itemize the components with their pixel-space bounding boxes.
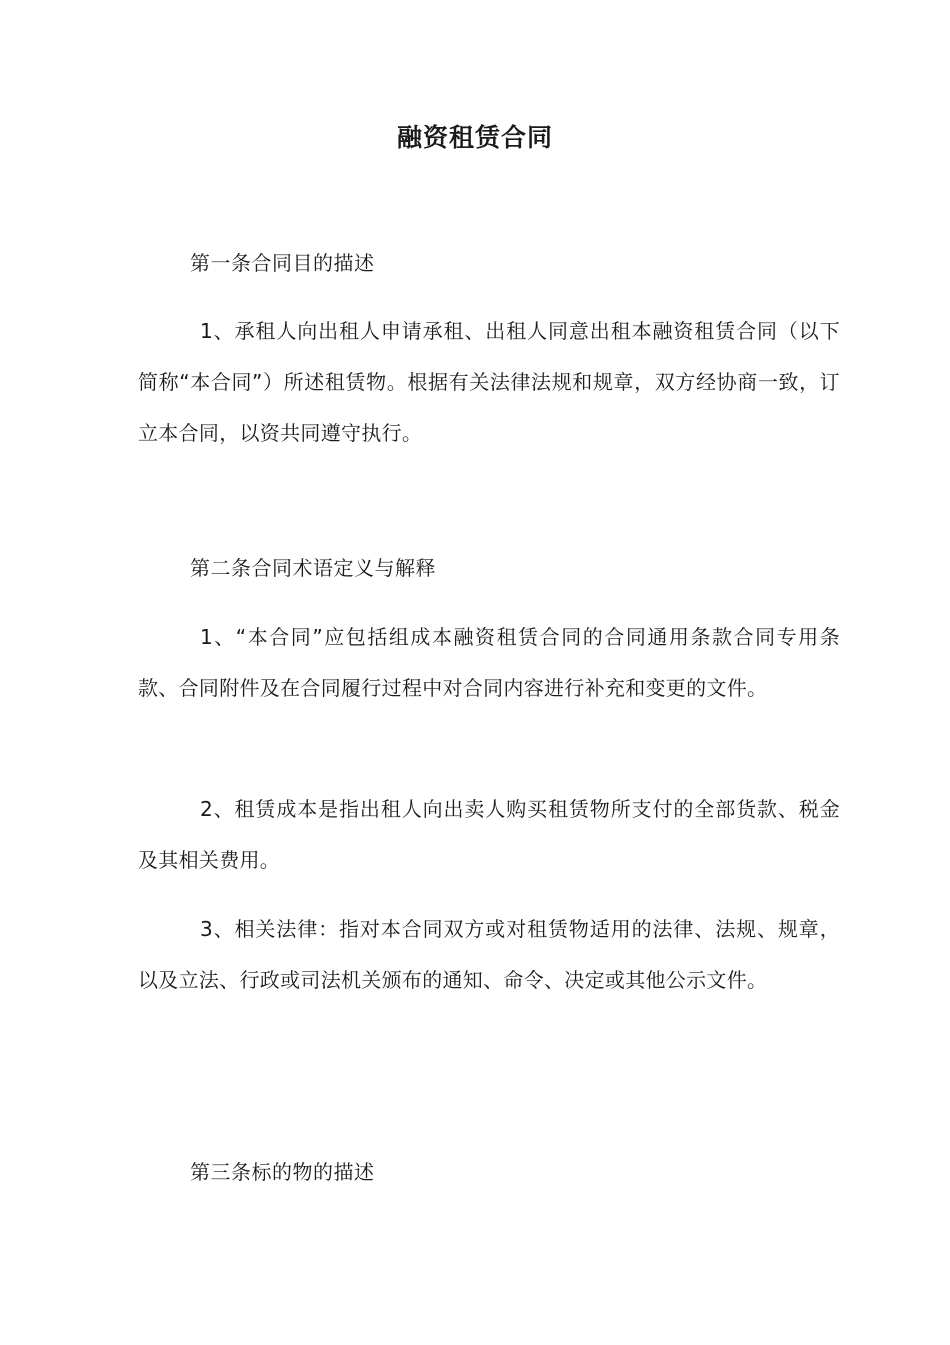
section-heading-3: 第三条标的物的描述 xyxy=(190,1160,375,1184)
paragraph-2-3: 3、相关法律：指对本合同双方或对租赁物适用的法律、法规、规章，以及立法、行政或司法机关颁布的通知、命令、决定或其他公示文件。 xyxy=(138,917,840,992)
paragraph-2-1: 1、“本合同”应包括组成本融资租赁合同的合同通用条款合同专用条款、合同附件及在合同履行过程中对合同内容进行补充和变更的文件。 xyxy=(138,625,840,700)
section-heading-2: 第二条合同术语定义与解释 xyxy=(190,556,436,580)
paragraph-2-2: 2、租赁成本是指出租人向出卖人购买租赁物所支付的全部货款、税金及其相关费用。 xyxy=(138,797,840,872)
paragraph-1-1: 1、承租人向出租人申请承租、出租人同意出租本融资租赁合同（以下简称“本合同”）所述租赁物。根据有关法律法规和规章，双方经协商一致，订立本合同，以资共同遵守执行。 xyxy=(138,319,840,445)
section-heading-1: 第一条合同目的描述 xyxy=(190,251,375,275)
document-title: 融资租赁合同 xyxy=(396,123,553,152)
